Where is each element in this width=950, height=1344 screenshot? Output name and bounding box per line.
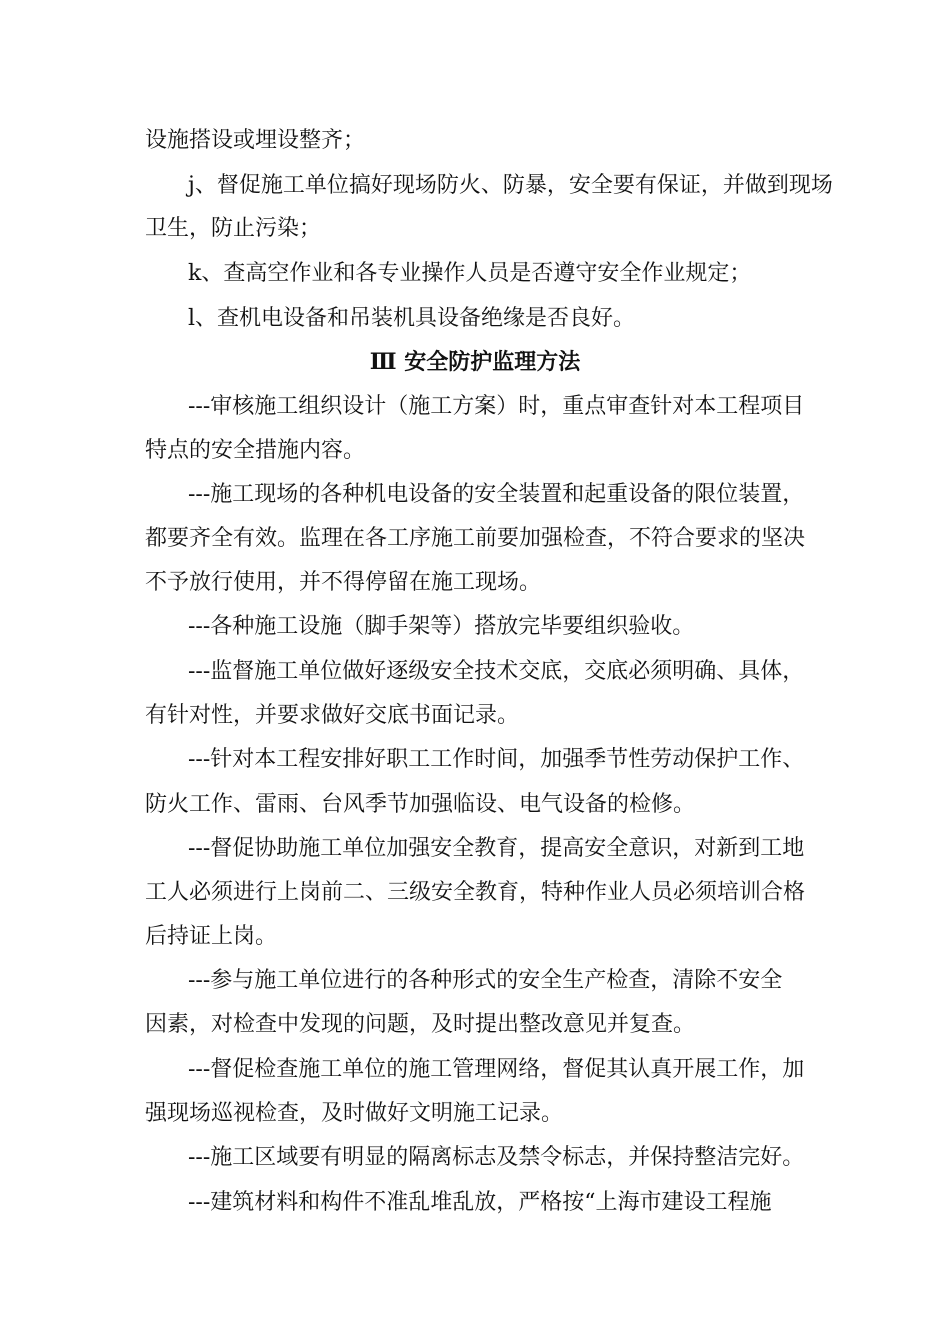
paragraph-line: ---建筑材料和构件不准乱堆乱放，严格按“上海市建设工程施 (188, 1190, 772, 1215)
paragraph-line: ---监督施工单位做好逐级安全技术交底，交底必须明确、具体， (188, 659, 805, 684)
paragraph-line: ---施工区域要有明显的隔离标志及禁令标志，并保持整洁完好。 (188, 1145, 805, 1170)
paragraph-line: ---督促协助施工单位加强安全教育，提高安全意识，对新到工地 (188, 836, 805, 861)
list-item-l: l、查机电设备和吊装机具设备绝缘是否良好。 (188, 306, 636, 331)
paragraph-line: 防火工作、雷雨、台风季节加强临设、电气设备的检修。 (145, 792, 696, 817)
paragraph-line: ---施工现场的各种机电设备的安全装置和起重设备的限位装置， (188, 482, 805, 507)
paragraph-line: 都要齐全有效。监理在各工序施工前要加强检查，不符合要求的坚决 (145, 526, 806, 551)
list-item-k: k、查高空作业和各专业操作人员是否遵守安全作业规定； (188, 261, 752, 286)
paragraph-line: ---参与施工单位进行的各种形式的安全生产检查，清除不安全 (188, 968, 783, 993)
text-line: 卫生，防止污染； (145, 216, 322, 241)
section-heading: Ⅲ 安全防护监理方法 (369, 349, 581, 375)
paragraph-line: 工人必须进行上岗前二、三级安全教育，特种作业人员必须培训合格 (145, 880, 806, 905)
paragraph-line: 不予放行使用，并不得停留在施工现场。 (145, 570, 542, 595)
paragraph-line: ---审核施工组织设计（施工方案）时，重点审查针对本工程项目 (188, 394, 805, 419)
paragraph-line: ---各种施工设施（脚手架等）搭放完毕要组织验收。 (188, 614, 695, 639)
paragraph-line: ---针对本工程安排好职工工作时间，加强季节性劳动保护工作、 (188, 747, 805, 772)
paragraph-line: 因素，对检查中发现的问题，及时提出整改意见并复查。 (145, 1012, 696, 1037)
list-item-j: j、督促施工单位搞好现场防火、防暴，安全要有保证，并做到现场 (188, 173, 833, 198)
paragraph-line: 特点的安全措施内容。 (145, 438, 366, 463)
paragraph-line: 后持证上岗。 (145, 924, 278, 949)
paragraph-line: 有针对性，并要求做好交底书面记录。 (145, 703, 520, 728)
paragraph-line: 强现场巡视检查，及时做好文明施工记录。 (145, 1101, 564, 1126)
paragraph-line: ---督促检查施工单位的施工管理网络，督促其认真开展工作，加 (188, 1057, 805, 1082)
text-line: 设施搭设或埋设整齐； (145, 128, 366, 153)
